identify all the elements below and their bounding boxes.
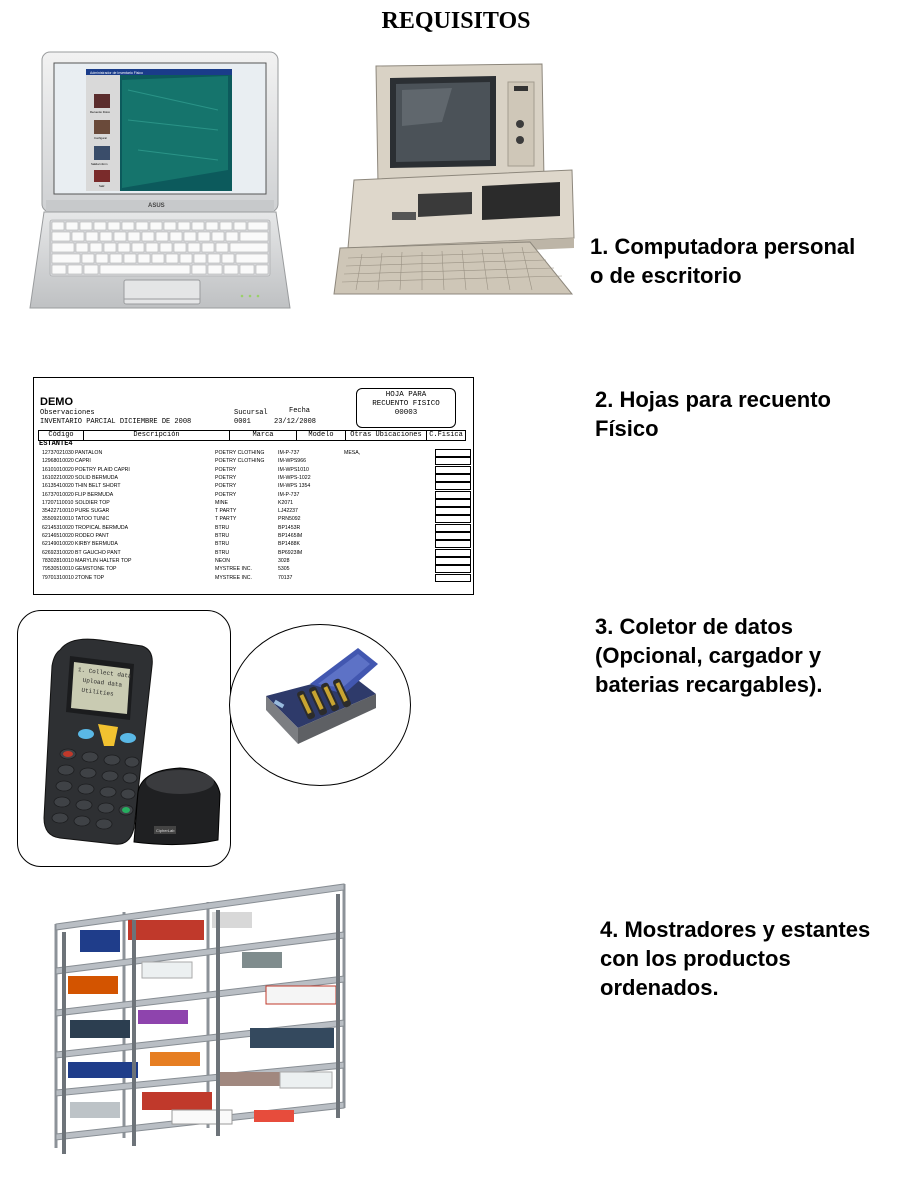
- menu-salir: Salir: [99, 184, 105, 188]
- row-code: 62692310020: [42, 549, 74, 556]
- sheet-observations-label: Observaciones: [40, 409, 95, 417]
- sheet-box-title-1: HOJA PARA: [385, 391, 427, 399]
- battery-charger-image: [258, 644, 382, 748]
- row-model: K2071: [278, 499, 294, 506]
- sheet-date-label: Fecha: [289, 407, 311, 415]
- row-model: PRN5092: [278, 516, 301, 523]
- row-model: BP1453R: [278, 524, 301, 531]
- sheet-branch-value: 0001: [234, 418, 251, 426]
- row-brand: POETRY: [215, 491, 237, 498]
- sheet-company: DEMO: [40, 396, 73, 408]
- row-code: 79530510010: [42, 566, 74, 573]
- row-description: THIN BELT SHORT: [75, 483, 121, 490]
- count-input-box[interactable]: [435, 565, 471, 573]
- row-brand: POETRY: [215, 483, 237, 490]
- row-description: TATOO TUNIC: [75, 516, 110, 523]
- row-description: MARYLIN HALTER TOP: [75, 557, 132, 564]
- data-collector-image: [30, 632, 230, 854]
- row-brand: POETRY: [215, 466, 237, 473]
- laptop-image: [28, 50, 292, 316]
- window-title: Administrador de Inventario Fisico: [90, 71, 143, 75]
- row-model: 70137: [278, 574, 293, 581]
- row-model: IM-P-737: [278, 491, 300, 498]
- count-input-box[interactable]: [435, 557, 471, 565]
- row-code: 79701310010: [42, 574, 74, 581]
- row-code: 16101010020: [42, 466, 74, 473]
- col-marca: Marca: [230, 431, 297, 440]
- count-input-box[interactable]: [435, 515, 471, 523]
- row-model: BP6923IM: [278, 549, 303, 556]
- count-input-box[interactable]: [435, 457, 471, 465]
- product-shelves-image: [42, 876, 358, 1158]
- row-code: 16135410020: [42, 483, 74, 490]
- collector-screen-line-3: Utilities: [81, 686, 115, 698]
- row-description: BT GAUCHO PANT: [75, 549, 121, 556]
- row-brand: T PARTY: [215, 516, 237, 523]
- row-model: IM-P-737: [278, 450, 300, 456]
- count-input-box[interactable]: [435, 574, 471, 582]
- row-code: 35509210010: [42, 516, 74, 523]
- count-input-box[interactable]: [435, 499, 471, 507]
- row-model: LJ42237: [278, 508, 298, 515]
- row-code: 35422710010: [42, 508, 74, 515]
- count-input-box[interactable]: [435, 449, 471, 457]
- row-code: 12968010020: [42, 458, 74, 465]
- inventory-count-sheet: [33, 377, 474, 595]
- row-code: 62145310020: [42, 524, 74, 531]
- laptop-brand: ASUS: [148, 203, 165, 209]
- row-brand: BTRU: [215, 533, 230, 539]
- row-brand: BTRU: [215, 549, 230, 556]
- row-model: IM-WPS966: [278, 458, 306, 465]
- row-code: 12737021030: [42, 450, 74, 456]
- row-description: KIRBY BERMUDA: [75, 541, 118, 548]
- count-input-box[interactable]: [435, 524, 471, 532]
- sheet-section: ESTANTE4: [39, 440, 73, 448]
- row-brand: POETRY CLOTHING: [215, 458, 265, 465]
- row-brand: POETRY: [215, 474, 237, 481]
- collector-screen-line-1: 1. Collect data: [77, 666, 132, 680]
- count-input-box[interactable]: [435, 532, 471, 540]
- sheet-branch-label: Sucursal: [234, 409, 268, 417]
- count-input-box[interactable]: [435, 540, 471, 548]
- sheet-box-number: 00003: [394, 409, 418, 417]
- row-model: IM-WPS-1022: [278, 474, 311, 481]
- requirement-2: 2. Hojas para recuento Físico: [595, 387, 831, 441]
- row-brand: T PARTY: [215, 508, 237, 515]
- row-brand: POETRY CLOTHING: [215, 450, 265, 456]
- cradle-brand: CipherLab: [156, 828, 175, 833]
- count-input-box[interactable]: [435, 482, 471, 490]
- row-description: SOLDIER TOP: [75, 499, 110, 506]
- row-description: CAPRI: [75, 458, 91, 465]
- count-input-box[interactable]: [435, 474, 471, 482]
- row-description: FLIP BERMUDA: [75, 491, 114, 498]
- row-model: IM-WPS1010: [278, 466, 309, 473]
- row-brand: NEON: [215, 557, 230, 564]
- page-title: REQUISITOS: [381, 8, 531, 34]
- desktop-pc-image: [332, 62, 576, 298]
- row-description: POETRY PLAID CAPRI: [75, 466, 130, 473]
- row-model: BP1488K: [278, 541, 300, 548]
- row-brand: BTRU: [215, 524, 230, 531]
- row-code: 78302810010: [42, 557, 74, 564]
- row-brand: MYSTREE INC.: [215, 574, 252, 581]
- col-c-fisica: C.Fisica: [429, 431, 463, 439]
- menu-recuento: Recuento Fisico: [90, 110, 111, 114]
- count-input-box[interactable]: [435, 491, 471, 499]
- row-brand: MYSTREE INC.: [215, 566, 252, 573]
- row-description: GEMSTONE TOP: [75, 566, 117, 573]
- row-model: 5305: [278, 566, 290, 573]
- col-otras-ubicaciones: Otras Ubicaciones: [346, 431, 427, 440]
- row-code: 62146510020: [42, 533, 74, 539]
- row-description: PANTALON: [75, 450, 103, 456]
- row-code: 17207110010: [42, 499, 74, 506]
- sheet-box-title-2: RECUENTO FISICO: [372, 400, 440, 408]
- row-description: SOLID BERMUDA: [75, 474, 118, 481]
- collector-screen-line-2: Upload data: [82, 676, 123, 689]
- requirement-1: 1. Computadora personal o de escritorio: [590, 234, 856, 288]
- sheet-inventory-name: INVENTARIO PARCIAL DICIEMBRE DE 2008: [40, 418, 192, 426]
- count-input-box[interactable]: [435, 549, 471, 557]
- requirement-3: 3. Coletor de datos (Opcional, cargador y baterias recargables).: [595, 614, 823, 697]
- row-model: BP1465IM: [278, 533, 303, 539]
- menu-configurar: Configurar: [94, 136, 108, 140]
- row-description: TROPICAL BERMUDA: [75, 524, 129, 531]
- row-model: IM-WPS 1354: [278, 483, 311, 490]
- count-input-box[interactable]: [435, 466, 471, 474]
- sheet-title-box: [356, 388, 456, 428]
- menu-salida: Salida Inform: [91, 162, 108, 166]
- row-brand: BTRU: [215, 541, 230, 548]
- row-code: 62149010020: [42, 541, 74, 548]
- row-description: PURE SUGAR: [75, 508, 110, 515]
- row-description: RODEO PANT: [75, 533, 109, 539]
- row-code: 16102210020: [42, 474, 74, 481]
- sheet-date-value: 23/12/2008: [274, 418, 317, 426]
- sheet-header-row: [38, 430, 466, 441]
- col-codigo: Código: [39, 431, 84, 440]
- row-brand: MINE: [215, 499, 228, 506]
- row-model: 3028: [278, 557, 290, 564]
- col-modelo: Modelo: [297, 431, 346, 440]
- row-code: 16737010020: [42, 491, 74, 498]
- row-other-locations: MESA,: [344, 450, 361, 456]
- row-description: 2TONE TOP: [75, 574, 105, 581]
- requirement-4: 4. Mostradores y estantes con los productos ordenados.: [600, 917, 871, 1000]
- count-input-box[interactable]: [435, 507, 471, 515]
- col-descripcion: Descripción: [84, 431, 230, 440]
